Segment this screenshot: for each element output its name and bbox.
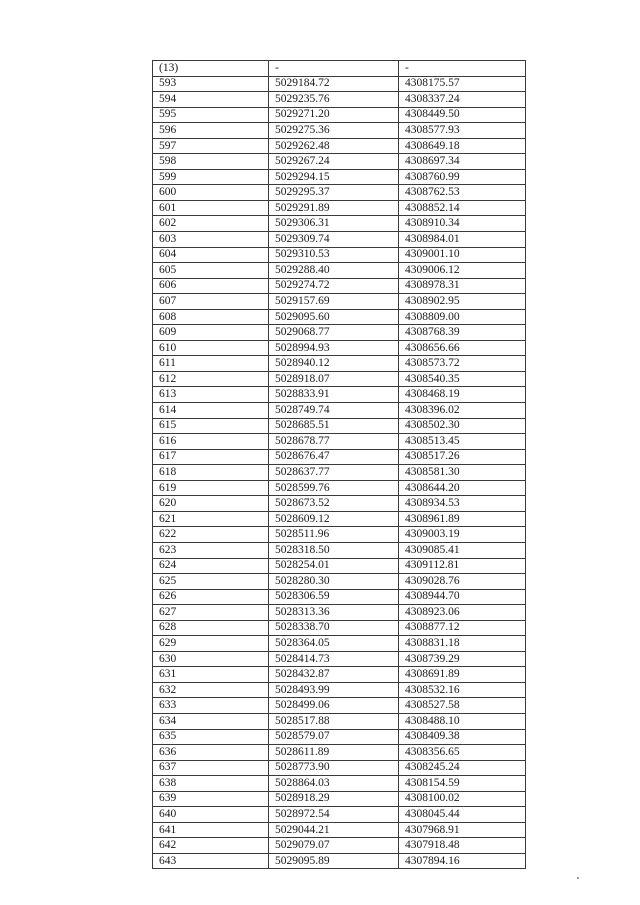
point-number-cell: 639 <box>153 791 269 807</box>
point-number-cell: 616 <box>153 434 269 450</box>
y-coordinate-cell: 4309112.81 <box>399 558 526 574</box>
y-coordinate-cell: 4308961.89 <box>399 511 526 527</box>
x-coordinate-cell: 5028833.91 <box>269 387 399 403</box>
table-row <box>153 387 526 403</box>
table-row <box>153 449 526 465</box>
x-coordinate-cell: 5028511.96 <box>269 527 399 543</box>
table-row <box>153 511 526 527</box>
table-row <box>153 651 526 667</box>
y-coordinate-cell: 4308581.30 <box>399 465 526 481</box>
point-number-cell: 595 <box>153 107 269 123</box>
table-row <box>153 263 526 279</box>
y-coordinate-cell: 4308697.34 <box>399 154 526 170</box>
table-row <box>153 807 526 823</box>
y-coordinate-cell: 4308488.10 <box>399 713 526 729</box>
point-number-cell: 640 <box>153 807 269 823</box>
table-row <box>153 325 526 341</box>
table-row <box>153 620 526 636</box>
y-coordinate-cell: 4309006.12 <box>399 263 526 279</box>
table-row <box>153 232 526 248</box>
point-number-cell: 622 <box>153 527 269 543</box>
x-coordinate-cell: 5028364.05 <box>269 636 399 652</box>
point-number-cell: 641 <box>153 822 269 838</box>
y-coordinate-cell: 4308532.16 <box>399 682 526 698</box>
x-coordinate-cell: 5029157.69 <box>269 294 399 310</box>
table-row <box>153 107 526 123</box>
point-number-cell: 626 <box>153 589 269 605</box>
y-coordinate-cell: 4308644.20 <box>399 480 526 496</box>
table-row <box>153 853 526 869</box>
point-number-cell: 610 <box>153 340 269 356</box>
table-row <box>153 838 526 854</box>
x-coordinate-cell: 5028579.07 <box>269 729 399 745</box>
point-number-cell: 642 <box>153 838 269 854</box>
table-row <box>153 216 526 232</box>
point-number-cell: 614 <box>153 403 269 419</box>
y-coordinate-cell: 4308923.06 <box>399 605 526 621</box>
table-row <box>153 371 526 387</box>
table-row <box>153 356 526 372</box>
y-coordinate-cell: 4308809.00 <box>399 309 526 325</box>
x-coordinate-cell: 5029295.37 <box>269 185 399 201</box>
x-coordinate-cell: 5029309.74 <box>269 232 399 248</box>
point-number-cell: 628 <box>153 620 269 636</box>
point-number-cell: 604 <box>153 247 269 263</box>
table-row <box>153 558 526 574</box>
x-coordinate-cell: 5028306.59 <box>269 589 399 605</box>
x-coordinate-cell: 5029275.36 <box>269 123 399 139</box>
y-coordinate-cell: 4308517.26 <box>399 449 526 465</box>
point-number-cell: 601 <box>153 200 269 216</box>
x-coordinate-cell: 5028280.30 <box>269 574 399 590</box>
x-coordinate-cell: 5029184.72 <box>269 76 399 92</box>
point-number-cell: 609 <box>153 325 269 341</box>
x-coordinate-cell: 5029044.21 <box>269 822 399 838</box>
x-coordinate-cell: 5029095.89 <box>269 853 399 869</box>
y-coordinate-cell: 4308245.24 <box>399 760 526 776</box>
y-coordinate-cell: 4308175.57 <box>399 76 526 92</box>
table-row <box>153 480 526 496</box>
x-coordinate-cell: 5028918.29 <box>269 791 399 807</box>
y-coordinate-cell: 4308760.99 <box>399 169 526 185</box>
x-coordinate-cell: 5029306.31 <box>269 216 399 232</box>
table-row <box>153 682 526 698</box>
x-coordinate-cell: 5028972.54 <box>269 807 399 823</box>
table-row <box>153 169 526 185</box>
page-speck <box>577 877 579 879</box>
x-coordinate-cell: 5028676.47 <box>269 449 399 465</box>
x-coordinate-cell: 5028517.88 <box>269 713 399 729</box>
y-coordinate-cell: 4308831.18 <box>399 636 526 652</box>
table-row <box>153 309 526 325</box>
point-number-cell: 593 <box>153 76 269 92</box>
table-row <box>153 729 526 745</box>
point-number-cell: 600 <box>153 185 269 201</box>
y-coordinate-cell: 4308762.53 <box>399 185 526 201</box>
x-coordinate-cell: 5029310.53 <box>269 247 399 263</box>
x-coordinate-cell: 5028254.01 <box>269 558 399 574</box>
point-number-cell: 594 <box>153 92 269 108</box>
y-coordinate-cell: 4308409.38 <box>399 729 526 745</box>
point-number-cell: 643 <box>153 853 269 869</box>
point-number-cell: 596 <box>153 123 269 139</box>
y-coordinate-cell: 4309028.76 <box>399 574 526 590</box>
y-coordinate-cell: 4307894.16 <box>399 853 526 869</box>
table-row <box>153 154 526 170</box>
y-coordinate-cell: 4308739.29 <box>399 651 526 667</box>
table-row <box>153 138 526 154</box>
y-coordinate-cell: 4308910.34 <box>399 216 526 232</box>
point-number-cell: 603 <box>153 232 269 248</box>
y-coordinate-cell: 4308944.70 <box>399 589 526 605</box>
y-coordinate-cell: 4308468.19 <box>399 387 526 403</box>
point-number-cell: 635 <box>153 729 269 745</box>
x-coordinate-cell: 5028493.99 <box>269 682 399 698</box>
table-row <box>153 605 526 621</box>
x-coordinate-cell: - <box>269 61 399 77</box>
point-number-cell: 623 <box>153 542 269 558</box>
point-number-cell: 637 <box>153 760 269 776</box>
y-coordinate-cell: 4308877.12 <box>399 620 526 636</box>
table-row <box>153 527 526 543</box>
x-coordinate-cell: 5028940.12 <box>269 356 399 372</box>
table-row <box>153 123 526 139</box>
x-coordinate-cell: 5028499.06 <box>269 698 399 714</box>
x-coordinate-cell: 5028673.52 <box>269 496 399 512</box>
point-number-cell: 624 <box>153 558 269 574</box>
table-row <box>153 791 526 807</box>
point-number-cell: 613 <box>153 387 269 403</box>
table-row <box>153 496 526 512</box>
x-coordinate-cell: 5028864.03 <box>269 776 399 792</box>
x-coordinate-cell: 5029235.76 <box>269 92 399 108</box>
point-number-cell: 611 <box>153 356 269 372</box>
y-coordinate-cell: 4308045.44 <box>399 807 526 823</box>
table-row <box>153 667 526 683</box>
y-coordinate-cell: 4309085.41 <box>399 542 526 558</box>
x-coordinate-cell: 5028918.07 <box>269 371 399 387</box>
x-coordinate-cell: 5029068.77 <box>269 325 399 341</box>
point-number-cell: 636 <box>153 745 269 761</box>
point-number-cell: 634 <box>153 713 269 729</box>
point-number-cell: 632 <box>153 682 269 698</box>
y-coordinate-cell: 4308337.24 <box>399 92 526 108</box>
y-coordinate-cell: 4308691.89 <box>399 667 526 683</box>
y-coordinate-cell: 4308356.65 <box>399 745 526 761</box>
table-row <box>153 776 526 792</box>
table-row <box>153 61 526 77</box>
y-coordinate-cell: 4308502.30 <box>399 418 526 434</box>
x-coordinate-cell: 5029267.24 <box>269 154 399 170</box>
y-coordinate-cell: 4307918.48 <box>399 838 526 854</box>
y-coordinate-cell: 4308527.58 <box>399 698 526 714</box>
point-number-cell: 608 <box>153 309 269 325</box>
table-row <box>153 247 526 263</box>
point-number-cell: 599 <box>153 169 269 185</box>
y-coordinate-cell: 4308154.59 <box>399 776 526 792</box>
x-coordinate-cell: 5028749.74 <box>269 403 399 419</box>
coordinate-table <box>152 60 526 869</box>
point-number-cell: 630 <box>153 651 269 667</box>
x-coordinate-cell: 5028599.76 <box>269 480 399 496</box>
table-row <box>153 418 526 434</box>
x-coordinate-cell: 5028773.90 <box>269 760 399 776</box>
y-coordinate-cell: 4308934.53 <box>399 496 526 512</box>
x-coordinate-cell: 5028318.50 <box>269 542 399 558</box>
y-coordinate-cell: 4308649.18 <box>399 138 526 154</box>
x-coordinate-cell: 5028609.12 <box>269 511 399 527</box>
y-coordinate-cell: 4308978.31 <box>399 278 526 294</box>
point-number-cell: 625 <box>153 574 269 590</box>
point-number-cell: 618 <box>153 465 269 481</box>
table-row <box>153 76 526 92</box>
table-row <box>153 574 526 590</box>
x-coordinate-cell: 5029291.89 <box>269 200 399 216</box>
point-number-cell: 605 <box>153 263 269 279</box>
table-row <box>153 278 526 294</box>
y-coordinate-cell: 4308577.93 <box>399 123 526 139</box>
x-coordinate-cell: 5029271.20 <box>269 107 399 123</box>
table-row <box>153 465 526 481</box>
point-number-cell: 602 <box>153 216 269 232</box>
table-row <box>153 822 526 838</box>
y-coordinate-cell: 4308573.72 <box>399 356 526 372</box>
point-number-cell: 629 <box>153 636 269 652</box>
point-number-cell: 615 <box>153 418 269 434</box>
point-number-cell: 607 <box>153 294 269 310</box>
table-row <box>153 434 526 450</box>
x-coordinate-cell: 5028414.73 <box>269 651 399 667</box>
y-coordinate-cell: 4308100.02 <box>399 791 526 807</box>
point-number-cell: 606 <box>153 278 269 294</box>
point-number-cell: 620 <box>153 496 269 512</box>
point-number-cell: (13) <box>153 61 269 77</box>
y-coordinate-cell: - <box>399 61 526 77</box>
point-number-cell: 597 <box>153 138 269 154</box>
x-coordinate-cell: 5029262.48 <box>269 138 399 154</box>
table-row <box>153 713 526 729</box>
point-number-cell: 638 <box>153 776 269 792</box>
table-row <box>153 745 526 761</box>
y-coordinate-cell: 4308984.01 <box>399 232 526 248</box>
x-coordinate-cell: 5028338.70 <box>269 620 399 636</box>
y-coordinate-cell: 4308902.95 <box>399 294 526 310</box>
x-coordinate-cell: 5029079.07 <box>269 838 399 854</box>
point-number-cell: 612 <box>153 371 269 387</box>
point-number-cell: 619 <box>153 480 269 496</box>
x-coordinate-cell: 5028637.77 <box>269 465 399 481</box>
y-coordinate-cell: 4308540.35 <box>399 371 526 387</box>
table-row <box>153 294 526 310</box>
x-coordinate-cell: 5029095.60 <box>269 309 399 325</box>
y-coordinate-cell: 4309003.19 <box>399 527 526 543</box>
point-number-cell: 631 <box>153 667 269 683</box>
y-coordinate-cell: 4308852.14 <box>399 200 526 216</box>
table-row <box>153 92 526 108</box>
point-number-cell: 617 <box>153 449 269 465</box>
table-row <box>153 589 526 605</box>
table-row <box>153 200 526 216</box>
x-coordinate-cell: 5028611.89 <box>269 745 399 761</box>
point-number-cell: 598 <box>153 154 269 170</box>
x-coordinate-cell: 5028432.87 <box>269 667 399 683</box>
y-coordinate-cell: 4308656.66 <box>399 340 526 356</box>
y-coordinate-cell: 4308513.45 <box>399 434 526 450</box>
table-row <box>153 698 526 714</box>
table-row <box>153 403 526 419</box>
x-coordinate-cell: 5028685.51 <box>269 418 399 434</box>
point-number-cell: 627 <box>153 605 269 621</box>
table-row <box>153 636 526 652</box>
x-coordinate-cell: 5028678.77 <box>269 434 399 450</box>
y-coordinate-cell: 4308449.50 <box>399 107 526 123</box>
y-coordinate-cell: 4309001.10 <box>399 247 526 263</box>
x-coordinate-cell: 5029274.72 <box>269 278 399 294</box>
table-row <box>153 185 526 201</box>
table-row <box>153 542 526 558</box>
y-coordinate-cell: 4308768.39 <box>399 325 526 341</box>
y-coordinate-cell: 4307968.91 <box>399 822 526 838</box>
table-row <box>153 340 526 356</box>
y-coordinate-cell: 4308396.02 <box>399 403 526 419</box>
coordinate-table-body <box>153 61 526 869</box>
x-coordinate-cell: 5029294.15 <box>269 169 399 185</box>
table-row <box>153 760 526 776</box>
point-number-cell: 621 <box>153 511 269 527</box>
x-coordinate-cell: 5029288.40 <box>269 263 399 279</box>
x-coordinate-cell: 5028313.36 <box>269 605 399 621</box>
point-number-cell: 633 <box>153 698 269 714</box>
x-coordinate-cell: 5028994.93 <box>269 340 399 356</box>
